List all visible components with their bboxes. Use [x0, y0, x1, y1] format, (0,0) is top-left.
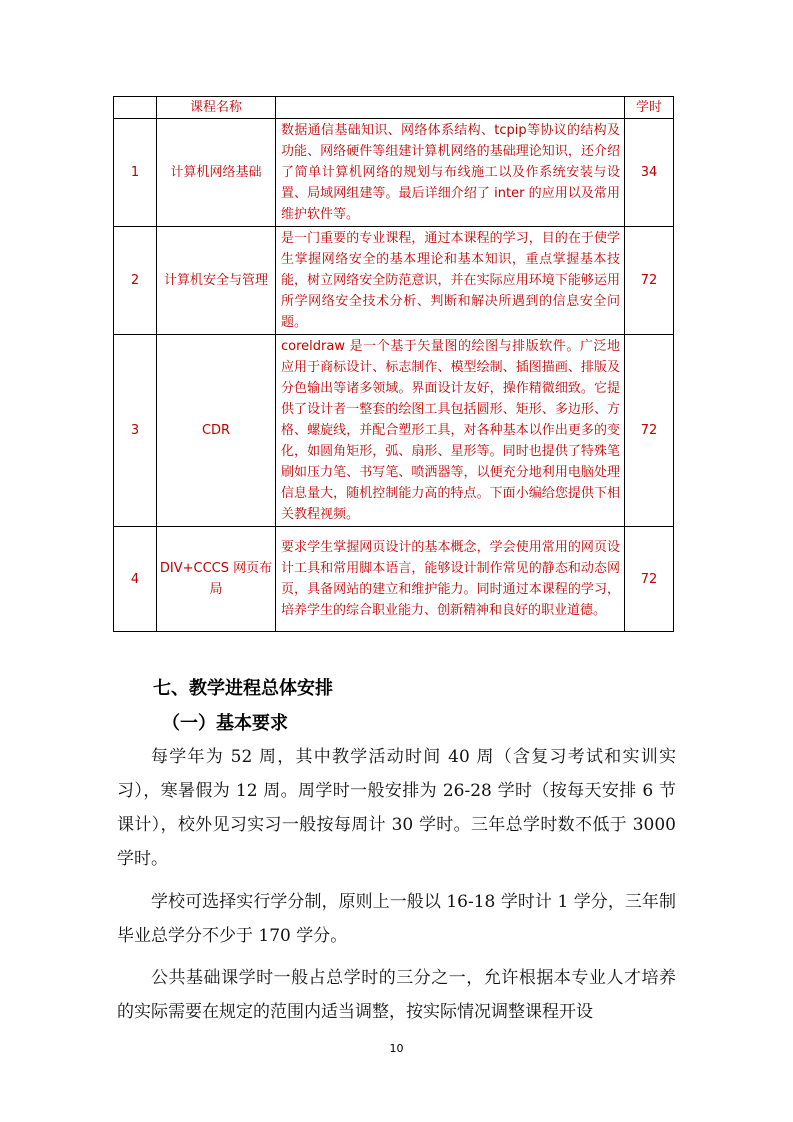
table-row [114, 527, 674, 632]
table-row [114, 119, 674, 227]
table-row [114, 335, 674, 527]
row-hours: 72 [625, 335, 674, 527]
row-hours: 34 [625, 119, 674, 227]
course-table [113, 96, 674, 632]
header-description [276, 97, 625, 119]
row-description: coreldraw 是一个基于矢量图的绘图与排版软件。广泛地应用于商标设计、标志制作、模型绘制、插图描画、排版及分色输出等诸多领域。界面设计友好，操作精微细致。它提供了设计者一整套的绘图工具包括圆形、矩形、多边形、方格、螺旋线，并配合塑形工具，对各种基本以作出更多的变化，如圆角矩形，弧、扇形、星形等。同时也提供了特殊笔刷如压力笔、书写笔、喷洒器等，以便充分地利用电脑处理信息量大，随机控制能力高的特点。下面小编给您提供下相关教程视频。 [276, 335, 625, 527]
row-hours: 72 [625, 227, 674, 335]
subsection-title: （一）基本要求 [162, 713, 288, 734]
row-hours: 72 [625, 527, 674, 632]
table-header-row [114, 97, 674, 119]
row-num: 3 [114, 335, 157, 527]
row-course-name: CDR [157, 335, 276, 527]
row-description: 数据通信基础知识、网络体系结构、tcpip等协议的结构及功能、网络硬件等组建计算机网络的基础理论知识，还介绍了简单计算机网络的规划与布线施工以及作系统安装与设置、局域网组建等。最后详细介绍了 inter 的应用以及常用维护软件等。 [276, 119, 625, 227]
paragraph: 公共基础课学时一般占总学时的三分之一，允许根据本专业人才培养的实际需要在规定的范围内适当调整，按实际情况调整课程开设 [117, 968, 676, 1022]
row-course-name: 计算机安全与管理 [157, 227, 276, 335]
paragraph: 每学年为 52 周，其中教学活动时间 40 周（含复习考试和实训实习），寒暑假为 12 周。周学时一般安排为 26-28 学时（按每天安排 6 节课计），校外见习实习一般按每周计 30 学时。三年总学时数不低于 3000 学时。 [117, 747, 676, 869]
paragraph: 学校可选择实行学分制，原则上一般以 16-18 学时计 1 学分，三年制毕业总学分不少于 170 学分。 [117, 892, 676, 946]
header-hours: 学时 [625, 97, 674, 119]
row-description: 是一门重要的专业课程，通过本课程的学习，目的在于使学生掌握网络安全的基本理论和基本知识，重点掌握基本技能，树立网络安全防范意识，并在实际应用环境下能够运用所学网络安全技术分析、判断和解决所遇到的信息安全问题。 [276, 227, 625, 335]
header-num [114, 97, 157, 119]
row-course-name: DIV+CCCS 网页布局 [157, 527, 276, 632]
page-number: 10 [389, 1042, 404, 1055]
header-course-name: 课程名称 [157, 97, 276, 119]
row-course-name: 计算机网络基础 [157, 119, 276, 227]
row-num: 4 [114, 527, 157, 632]
row-description: 要求学生掌握网页设计的基本概念，学会使用常用的网页设计工具和常用脚本语言，能够设计制作常见的静态和动态网页，具备网站的建立和维护能力。同时通过本课程的学习，培养学生的综合职业能力、创新精神和良好的职业道德。 [276, 527, 625, 632]
table-row [114, 227, 674, 335]
section-title: 七、教学进程总体安排 [153, 678, 333, 699]
row-num: 2 [114, 227, 157, 335]
row-num: 1 [114, 119, 157, 227]
